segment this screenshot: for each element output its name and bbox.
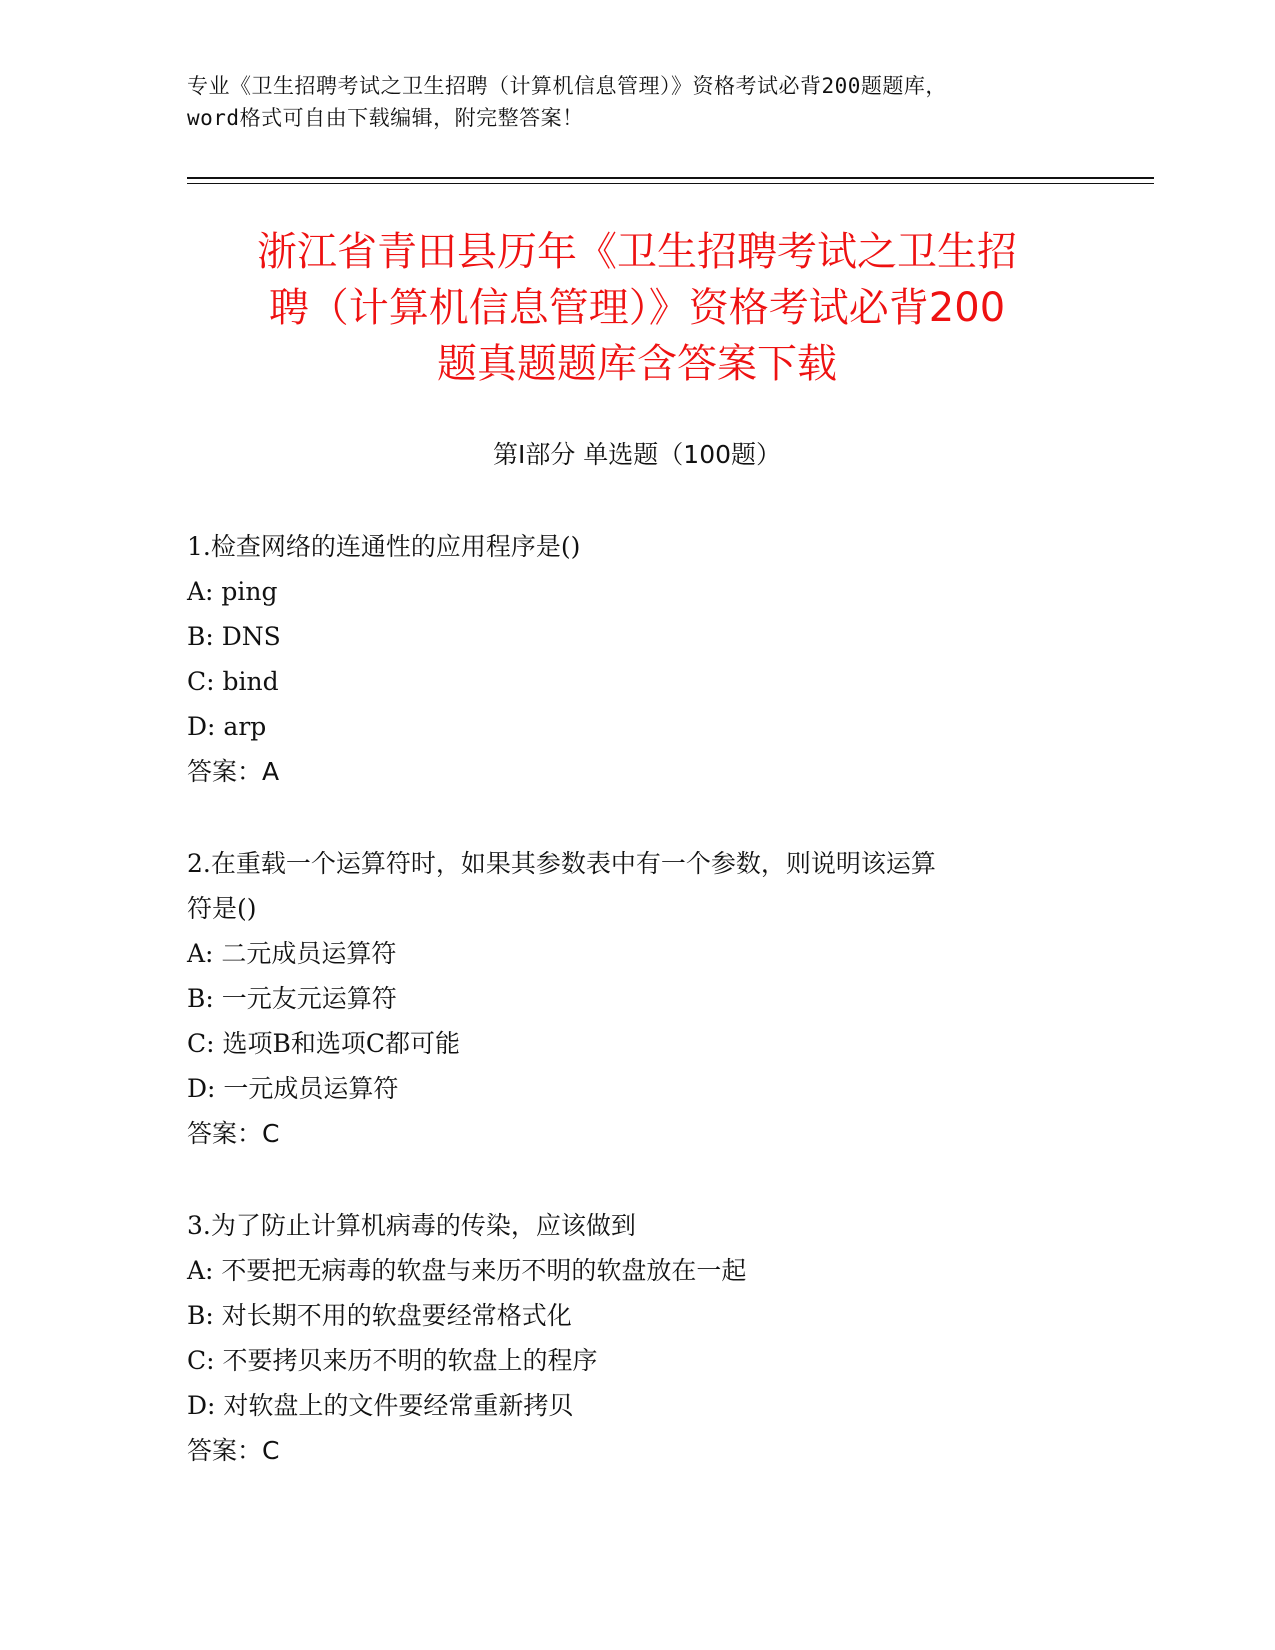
- option-d: D: 一元成员运算符: [187, 1074, 399, 1103]
- option-c: C: bind: [187, 667, 279, 696]
- section-heading: 第Ⅰ部分 单选题（100题）: [492, 440, 782, 469]
- option-b: B: 一元友元运算符: [187, 984, 397, 1013]
- header-divider-thick: [187, 177, 1154, 179]
- option-c: C: 不要拷贝来历不明的软盘上的程序: [187, 1346, 598, 1375]
- header-note-line-2: word格式可自由下载编辑，附完整答案！: [187, 106, 584, 130]
- question-stem: 3.为了防止计算机病毒的传染，应该做到: [187, 1211, 636, 1240]
- question-1: [187, 524, 1067, 794]
- answer-line: 答案：A: [187, 757, 280, 786]
- option-a: A: 不要把无病毒的软盘与来历不明的软盘放在一起: [187, 1256, 747, 1285]
- answer-line: 答案：C: [187, 1119, 280, 1148]
- option-b: B: DNS: [187, 622, 281, 651]
- header-note: [187, 70, 1087, 134]
- answer-line: 答案：C: [187, 1436, 280, 1465]
- option-a: A: 二元成员运算符: [187, 939, 397, 968]
- document-title-line-3: 题真题题库含答案下载: [437, 341, 837, 387]
- option-b: B: 对长期不用的软盘要经常格式化: [187, 1301, 572, 1330]
- option-d: D: 对软盘上的文件要经常重新拷贝: [187, 1391, 574, 1420]
- header-divider-thin: [187, 183, 1154, 184]
- option-c: C: 选项B和选项C都可能: [187, 1029, 460, 1058]
- option-d: D: arp: [187, 712, 267, 741]
- question-3: [187, 1203, 1067, 1473]
- question-2: [187, 841, 1067, 1156]
- question-stem: 2.在重载一个运算符时，如果其参数表中有一个参数，则说明该运算: [187, 849, 936, 878]
- header-note-line-1: 专业《卫生招聘考试之卫生招聘（计算机信息管理）》资格考试必背200题题库，: [187, 74, 947, 98]
- document-title-line-2: 聘（计算机信息管理）》资格考试必背200: [268, 285, 1006, 331]
- option-a: A: ping: [187, 577, 278, 606]
- question-stem: 1.检查网络的连通性的应用程序是(): [187, 532, 581, 561]
- document-title: [187, 224, 1087, 392]
- question-stem-continued: 符是(): [187, 894, 257, 923]
- document-title-line-1: 浙江省青田县历年《卫生招聘考试之卫生招: [257, 229, 1017, 275]
